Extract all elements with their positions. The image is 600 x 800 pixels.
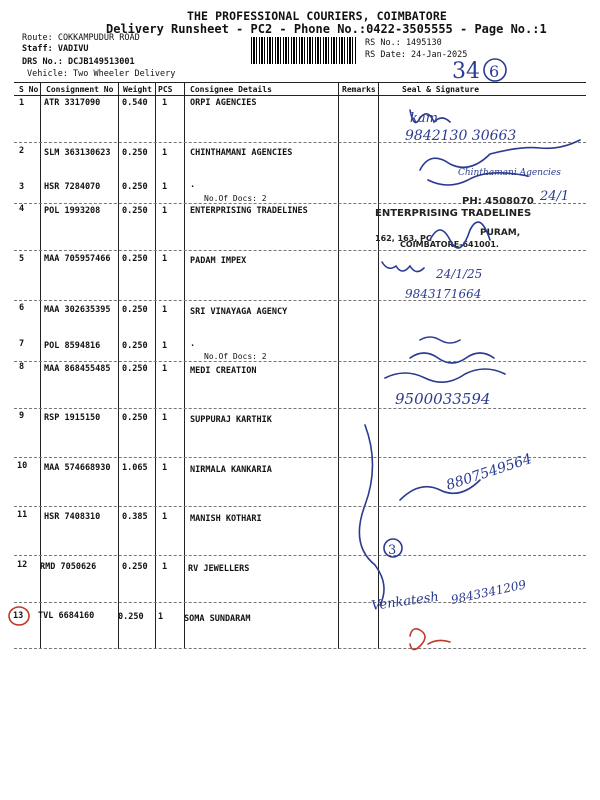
drs-label: DRS No.: DCJB149513001 xyxy=(22,57,135,67)
signature-scribble xyxy=(420,140,580,170)
row-weight: 0.250 xyxy=(122,413,148,423)
row-pcs: 1 xyxy=(162,512,168,522)
row-consignment-no: HSR 7408310 xyxy=(44,512,101,522)
row-sno: 13 xyxy=(13,611,24,621)
red-ink-marks xyxy=(9,607,450,650)
company-title: THE PROFESSIONAL COURIERS, COIMBATORE xyxy=(187,9,447,23)
col-header-weight: Weight xyxy=(123,85,152,94)
bracket-stroke xyxy=(359,425,384,605)
stamp-company-name: ENTERPRISING TRADELINES xyxy=(375,208,532,219)
row-consignment-no: RSP 1915150 xyxy=(44,413,101,423)
row-pcs: 1 xyxy=(162,305,168,315)
row-weight: 0.250 xyxy=(122,562,148,572)
row-pcs: 1 xyxy=(162,341,168,351)
row-consignee: SUPPURAJ KARTHIK xyxy=(190,415,272,425)
handwriting-row1-name: kam xyxy=(410,111,438,126)
row-consignee: . xyxy=(190,180,196,190)
row-consignment-no: HSR 7284070 xyxy=(44,182,101,192)
row-pcs: 1 xyxy=(162,182,168,192)
handwriting-row1-phone: 9842130 30663 xyxy=(405,128,517,144)
row-pcs: 1 xyxy=(162,562,168,572)
row-pcs: 1 xyxy=(162,364,168,374)
row-pcs: 1 xyxy=(162,148,168,158)
row-consignee: . xyxy=(190,339,196,349)
row-weight: 0.250 xyxy=(122,341,148,351)
row-sno: 6 xyxy=(19,303,25,313)
row-docs: No.Of Docs: 2 xyxy=(204,352,267,361)
row-consignment-no: MAA 302635395 xyxy=(44,305,111,315)
stamp-address-3: COIMBATORE-641001. xyxy=(400,240,499,249)
handwriting-row2-stamp: Chinthamani Agencies xyxy=(458,168,561,178)
rs-date-label: RS Date: 24-Jan-2025 xyxy=(365,50,468,60)
vehicle-label: Vehicle: Two Wheeler Delivery xyxy=(27,69,176,79)
red-scribble xyxy=(428,640,450,644)
row-weight: 1.065 xyxy=(122,463,148,473)
signature-scribble xyxy=(382,262,424,272)
handwriting-row10-phone: 8807549564 xyxy=(444,451,534,494)
rs-no-label: RS No.: 1495130 xyxy=(365,38,442,48)
row-consignee: CHINTHAMANI AGENCIES xyxy=(190,148,293,158)
row-sno: 5 xyxy=(19,254,25,264)
handwriting-row12-name: Venkatesh xyxy=(370,589,440,614)
stamp-phone: PH: 4508070 xyxy=(462,196,534,207)
row-consignment-no: TVL 6684160 xyxy=(38,611,95,621)
row-sno: 8 xyxy=(19,362,25,372)
stamp-address-2: PURAM, xyxy=(480,228,521,238)
row-pcs: 1 xyxy=(162,98,168,108)
row-pcs: 1 xyxy=(162,413,168,423)
handwritten-circle-three: 3 xyxy=(388,543,397,558)
row-weight: 0.250 xyxy=(122,364,148,374)
row-pcs: 1 xyxy=(158,612,164,622)
row-consignment-no: POL 1993208 xyxy=(44,206,101,216)
row-sno: 4 xyxy=(19,204,25,214)
row-consignment-no: MAA 868455485 xyxy=(44,364,111,374)
row-pcs: 1 xyxy=(162,206,168,216)
row-sno: 11 xyxy=(17,510,28,520)
row-weight: 0.250 xyxy=(122,148,148,158)
row-sno: 3 xyxy=(19,182,25,192)
row-weight: 0.385 xyxy=(122,512,148,522)
col-header-seal: Seal & Signature xyxy=(402,85,480,94)
row-consignment-no: MAA 705957466 xyxy=(44,254,111,264)
row-sno: 10 xyxy=(17,461,28,471)
row-sno: 9 xyxy=(19,411,25,421)
route-label: Route: COKKAMPUDUR ROAD xyxy=(22,33,140,43)
row-consignee: RV JEWELLERS xyxy=(188,564,250,574)
row-sno: 2 xyxy=(19,146,25,156)
signature-scribble xyxy=(430,222,490,248)
col-header-consignee: Consignee Details xyxy=(190,85,272,94)
col-header-sno: S No xyxy=(19,85,39,94)
col-header-remarks: Remarks xyxy=(342,85,376,94)
row-weight: 0.250 xyxy=(122,182,148,192)
col-header-consignment: Consignment No xyxy=(46,85,114,94)
signature-scribble xyxy=(420,337,460,343)
row-docs: No.Of Docs: 2 xyxy=(204,194,267,203)
runsheet-title: Delivery Runsheet - PC2 - Phone No.:0422-3505555 - Page No.:1 xyxy=(106,22,547,36)
stamp-address-1: 162, 163, PC xyxy=(375,234,432,243)
row-pcs: 1 xyxy=(162,254,168,264)
row-weight: 0.540 xyxy=(122,98,148,108)
row-consignment-no: POL 8594816 xyxy=(44,341,101,351)
signature-scribble xyxy=(410,353,494,363)
handwriting-row5-date: 24/1/25 xyxy=(436,267,483,281)
row-sno: 12 xyxy=(17,560,28,570)
row-consignee: SRI VINAYAGA AGENCY xyxy=(190,307,288,317)
row-consignment-no: MAA 574668930 xyxy=(44,463,111,473)
row-pcs: 1 xyxy=(162,463,168,473)
handwriting-row12-phone: 9843341209 xyxy=(449,577,528,607)
signature-scribble xyxy=(385,369,505,382)
row-weight: 0.250 xyxy=(122,254,148,264)
handwritten-circle-number: 6 xyxy=(489,62,500,81)
row-sno: 1 xyxy=(19,98,25,108)
staff-label: Staff: VADIVU xyxy=(22,44,89,54)
row-consignee: PADAM IMPEX xyxy=(190,256,247,266)
col-header-pcs: PCS xyxy=(158,85,173,94)
red-circle-icon xyxy=(9,607,29,625)
handwriting-row5-phone: 9843171664 xyxy=(405,287,482,301)
handwritten-count: 34 xyxy=(452,59,480,84)
row-consignee: SOMA SUNDARAM xyxy=(184,614,251,624)
handwriting-row2-date: 24/1 xyxy=(540,189,570,204)
handwriting-row8-phone: 9500033594 xyxy=(395,390,491,408)
row-consignee: ENTERPRISING TRADELINES xyxy=(190,206,308,216)
row-consignee: NIRMALA KANKARIA xyxy=(190,465,272,475)
row-consignment-no: ATR 3317090 xyxy=(44,98,101,108)
row-consignee: MANISH KOTHARI xyxy=(190,514,262,524)
row-consignee: MEDI CREATION xyxy=(190,366,257,376)
red-scribble xyxy=(410,629,425,650)
row-weight: 0.250 xyxy=(122,206,148,216)
row-sno: 7 xyxy=(19,339,25,349)
row-consignee: ORPI AGENCIES xyxy=(190,98,257,108)
row-consignment-no: SLM 363130623 xyxy=(44,148,111,158)
row-weight: 0.250 xyxy=(118,612,144,622)
row-weight: 0.250 xyxy=(122,305,148,315)
row-consignment-no: RMD 7050626 xyxy=(40,562,97,572)
